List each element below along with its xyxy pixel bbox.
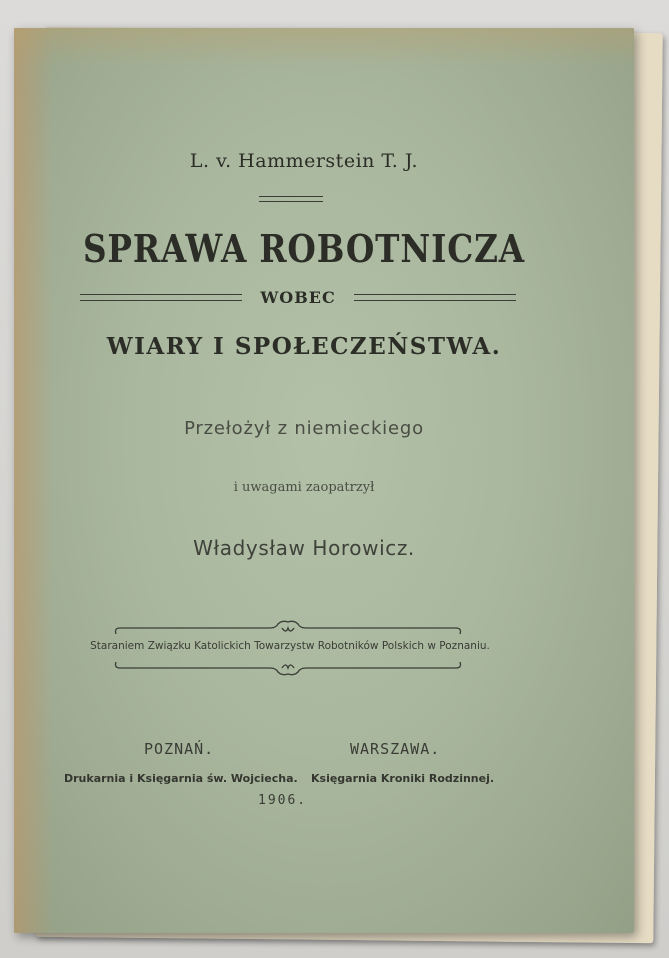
book-cover [14, 28, 634, 933]
author-divider [259, 196, 323, 202]
translation-note: Przełożył z niemieckiego [184, 418, 424, 439]
press-warszawa: Księgarnia Kroniki Rodzinnej. [311, 772, 495, 785]
title-connector: WOBEC [260, 288, 336, 307]
publisher-society: Staraniem Związku Katolickich Towarzystw Robotników Polskich w Poznaniu. [90, 640, 490, 652]
translator-name: Władysław Horowicz. [193, 536, 415, 560]
city-poznan: POZNAŃ. [144, 740, 215, 758]
left-double-rule [80, 294, 242, 301]
annotation-note: i uwagami zaopatrzył [233, 480, 375, 495]
city-warszawa: WARSZAWA. [350, 740, 441, 758]
right-double-rule [354, 294, 516, 301]
author-name: L. v. Hammerstein T. J. [189, 150, 419, 172]
book-subtitle: WIARY I SPOŁECZEŃSTWA. [106, 333, 502, 360]
publication-year: 1906. [258, 793, 308, 808]
book-title: SPRAWA ROBOTNICZA [82, 226, 526, 271]
press-poznan: Drukarnia i Księgarnia św. Wojciecha. [64, 772, 298, 785]
